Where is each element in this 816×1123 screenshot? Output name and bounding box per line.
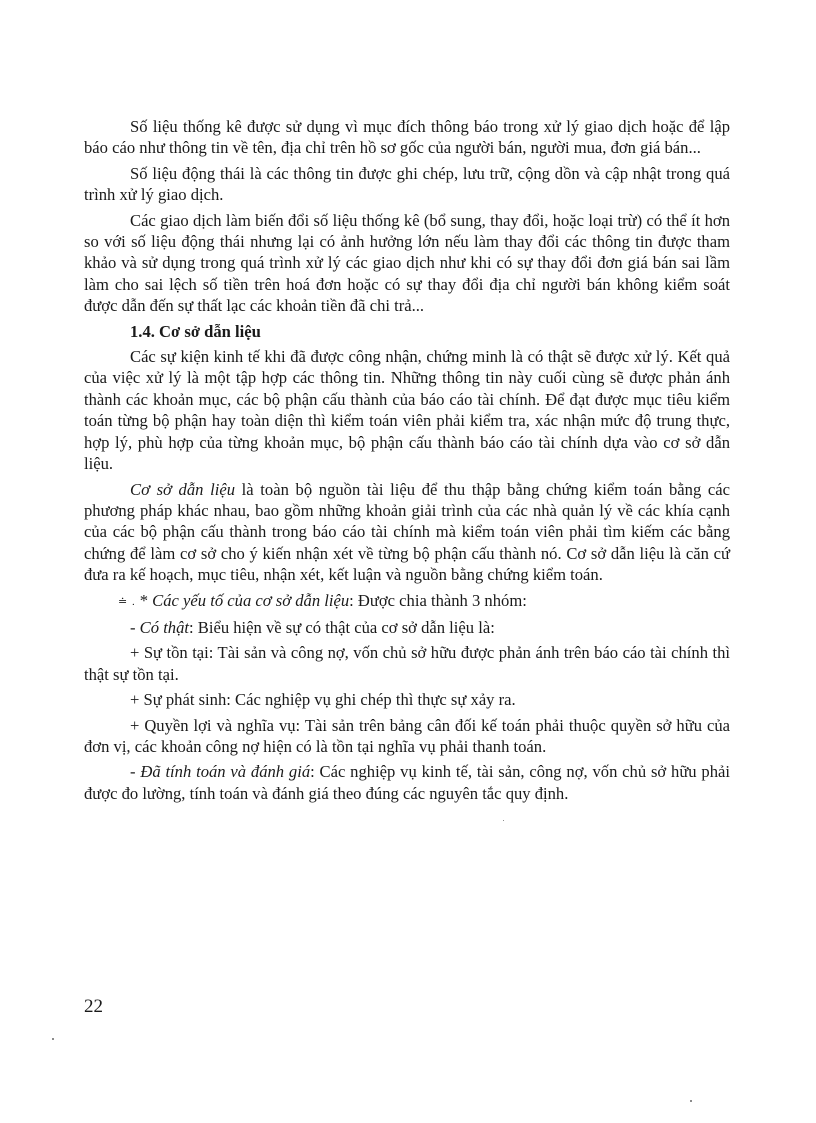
paragraph-elements <box>84 590 730 613</box>
elements-text: : Được chia thành 3 nhóm: <box>349 590 527 610</box>
scan-speck <box>52 1038 54 1040</box>
valuation-text: : Các nghiệp vụ kinh tế, tài sản, công nợ, vốn chủ sở hữu phải được đo lường, tính toán và đánh giá theo đúng các nguyên tắc quy định. <box>84 762 731 803</box>
existence-text: : Biểu hiện về sự có thật của cơ sở dẫn liệu là: <box>189 617 495 637</box>
paragraph-economic-events: Các sự kiện kinh tế khi đã được công nhận, chứng minh là có thật sẽ được xử lý. Kết quả của việc xử lý là một tập hợp các thông tin. Những thông tin này cuối cùng sẽ được phản ánh thành các khoản mục, các bộ phận cấu thành của báo cáo tài chính. Để đạt được mục tiêu kiểm toán từng bộ phận hay toàn diện thì kiểm toán viên phải kiểm tra, xác nhận mức độ trung thực, hợp lý, phù hợp của từng khoản mục, bộ phận cấu thành báo cáo tài chính dựa vào cơ sở dẫn liệu. <box>84 347 730 474</box>
paragraph-occurrence: + Sự phát sinh: Các nghiệp vụ ghi chép thì thực sự xảy ra. <box>130 690 516 710</box>
definition-text: là toàn bộ nguồn tài liệu để thu thập bằng chứng kiểm toán bằng các phương pháp khác nhau, bao gồm những khoản giải trình của các nhà quản lý về các khía cạnh của các bộ phận cấu thành trong báo cáo tài chính mà kiểm toán viên phải tìm kiếm các bằng chứng để làm cơ sở cho ý kiến nhận xét về từng bộ phận cấu thành nó. Cơ sở dẫn liệu là căn cứ đưa ra kế hoạch, mục tiêu, nhận xét, kết luận và nguồn bằng chứng kiểm toán. <box>84 479 731 585</box>
valuation-term: - Đã tính toán và đánh giá <box>130 762 311 782</box>
paragraph-existence <box>84 617 730 638</box>
paragraph-static-data: Số liệu thống kê được sử dụng vì mục đích thông báo trong xử lý giao dịch hoặc để lập báo cáo như thông tin về tên, địa chỉ trên hồ sơ gốc của người bán, người mua, đơn giá bán... <box>84 117 730 158</box>
paragraph-definition <box>84 479 730 586</box>
paragraph-valuation <box>84 761 730 804</box>
section-heading: 1.4. Cơ sở dẫn liệu <box>130 321 261 341</box>
paragraph-transactions: Các giao dịch làm biến đổi số liệu thống kê (bổ sung, thay đổi, hoặc loại trừ) có thể ít hơn so với số liệu động thái nhưng lại có ảnh hưởng lớn nếu làm thay đổi các thông tin được tham khảo và sử dụng trong quá trình xử lý các giao dịch như khi có sự thay đổi đơn giá bán sai lầm làm cho sai lệch số tiền trên hoá đơn hoặc có sự thay đổi địa chỉ người bán không kiểm soát được dẫn đến sự thất lạc các khoản tiền đã chi trả... <box>84 210 730 316</box>
paragraph-dynamic-data: Số liệu động thái là các thông tin được ghi chép, lưu trữ, cộng dồn và cập nhật trong quá trình xử lý giao dịch. <box>84 163 730 205</box>
scan-speck <box>690 1100 692 1102</box>
existence-term: - Có thật <box>130 617 190 637</box>
paragraph-exists: + Sự tồn tại: Tài sản và công nợ, vốn chủ sở hữu được phản ánh trên báo cáo tài chính thì thật sự tồn tại. <box>84 643 730 684</box>
definition-term: Cơ sở dẫn liệu <box>130 479 235 499</box>
scan-speck <box>503 820 504 821</box>
page-number: 22 <box>84 996 103 1017</box>
elements-term: Các yếu tố của cơ sở dẫn liệu <box>152 590 350 610</box>
elements-star: * <box>139 590 153 610</box>
paragraph-rights: + Quyền lợi và nghĩa vụ: Tài sản trên bảng cân đối kế toán phải thuộc quyền sở hữu của đơn vị, các khoản công nợ hiện có là tồn tại nghĩa vụ phải thanh toán. <box>84 715 730 756</box>
page-body <box>84 116 730 808</box>
pen-marks: ≐ . <box>118 595 136 608</box>
